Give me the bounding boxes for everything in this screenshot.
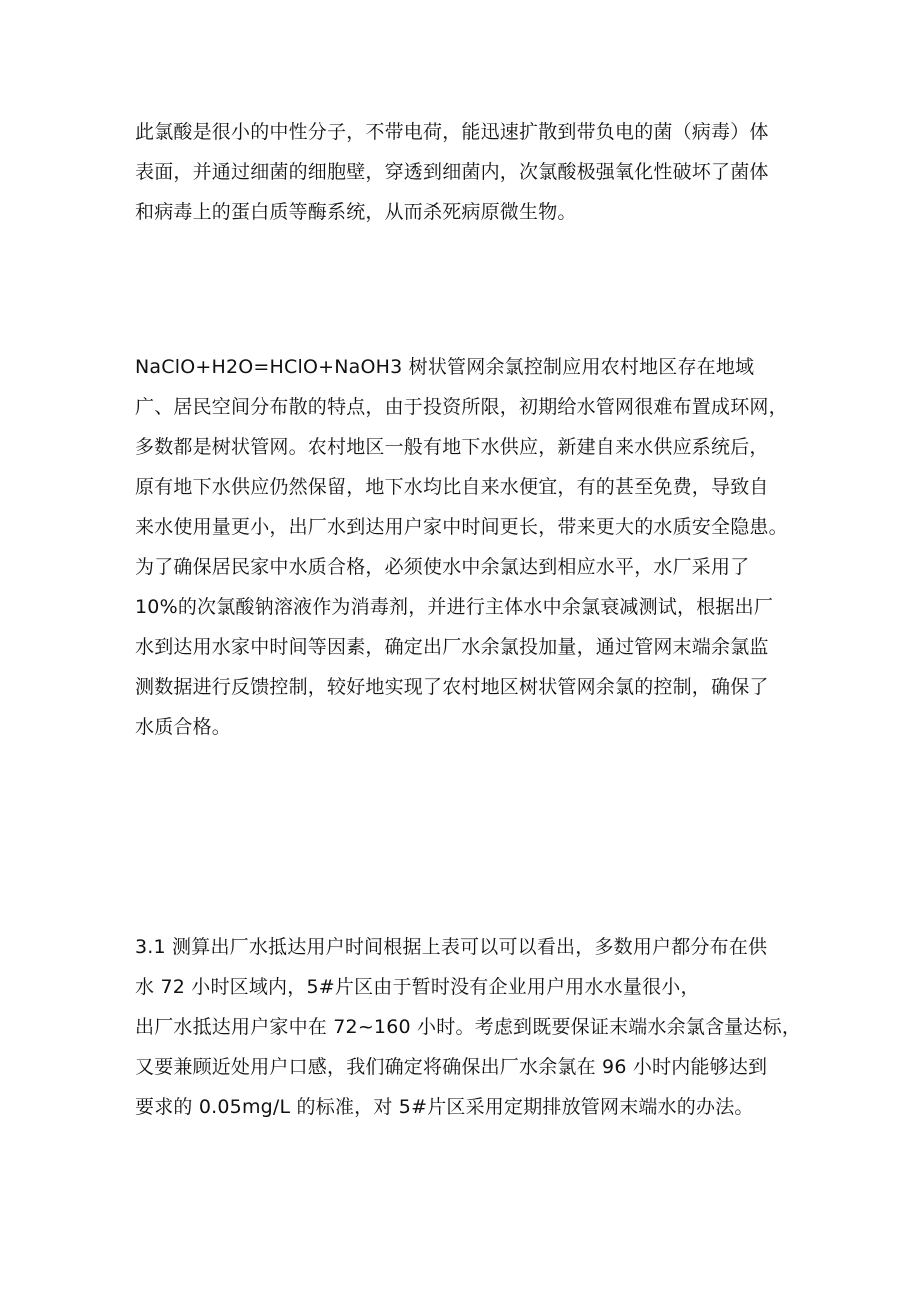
text-line: 和病毒上的蛋白质等酶系统，从而杀死病原微生物。 [135,201,577,223]
text-line: 多数都是树状管网。农村地区一般有地下水供应，新建自来水供应系统后， [135,436,769,458]
text-line: 水到达用水家中时间等因素，确定出厂水余氯投加量，通过管网末端余氯监 [135,636,769,658]
text-line: 水质合格。 [135,716,232,738]
text-line: 3.1 测算出厂水抵达用户时间根据上表可以可以看出，多数用户都分布在供 [135,936,768,958]
text-line: 测数据进行反馈控制，较好地实现了农村地区树状管网余氯的控制，确保了 [135,676,769,698]
paragraph-tree-network-chlorine-control [135,347,815,747]
text-line: 水 72 小时区域内，5#片区由于暂时没有企业用户用水水量很小， [135,976,700,998]
paragraph-hypochlorous-acid [135,112,815,232]
text-line: 表面，并通过细菌的细胞壁，穿透到细菌内，次氯酸极强氧化性破坏了菌体 [135,161,769,183]
text-line: 此氯酸是很小的中性分子，不带电荷，能迅速扩散到带负电的菌（病毒）体 [135,121,769,143]
text-line: 要求的 0.05mg/L 的标准，对 5#片区采用定期排放管网末端水的办法。 [135,1096,754,1118]
text-line: 广、居民空间分布散的特点，由于投资所限，初期给水管网很难布置成环网， [135,396,788,418]
text-line: 出厂水抵达用户家中在 72~160 小时。考虑到既要保证末端水余氯含量达标， [135,1016,802,1038]
text-line: 原有地下水供应仍然保留，地下水均比自来水便宜，有的甚至免费，导致自 [135,476,769,498]
paragraph-section-3-1 [135,927,815,1127]
text-line: 为了确保居民家中水质合格，必须使水中余氯达到相应水平，水厂采用了 [135,556,750,578]
text-line: 10%的次氯酸钠溶液作为消毒剂，并进行主体水中余氯衰减测试，根据出厂 [135,596,774,618]
text-line: 来水使用量更小，出厂水到达用户家中时间更长，带来更大的水质安全隐患。 [135,516,788,538]
text-line: 又要兼顾近处用户口感，我们确定将确保出厂水余氯在 96 小时内能够达到 [135,1056,768,1078]
text-line: NaClO+H2O=HClO+NaOH3 树状管网余氯控制应用农村地区存在地域 [135,356,755,378]
